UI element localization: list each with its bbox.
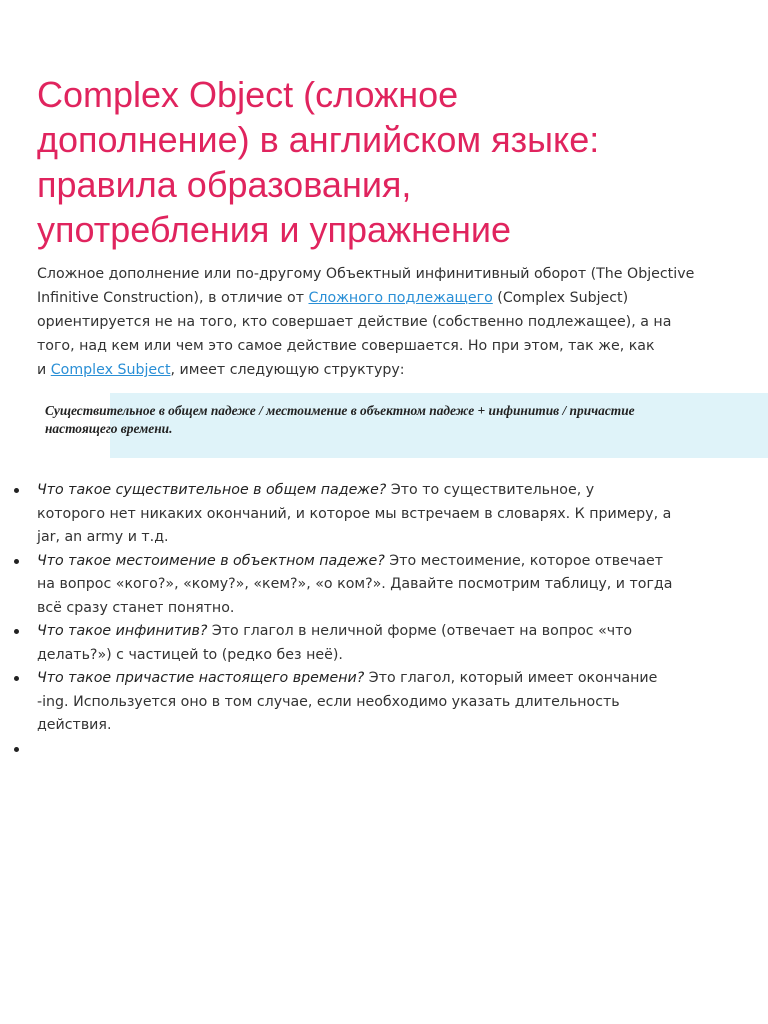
- list-question: Что такое существительное в общем падеже?: [37, 482, 387, 498]
- list-question: Что такое причастие настоящего времени?: [37, 670, 365, 686]
- list-line: делать?») с частицей to (редко без неё).: [37, 646, 343, 663]
- list-item: [0, 550, 768, 621]
- intro-line: Сложное дополнение или по-другому Объектный инфинитивный оборот (The Objective: [37, 266, 695, 282]
- list-question: Что такое местоимение в объектном падеже?: [37, 552, 385, 569]
- list-line: на вопрос «кого?», «кому?», «кем?», «о ком?». Давайте посмотрим таблицу, и тогда: [37, 576, 673, 592]
- bullet-icon: [14, 629, 19, 634]
- bullet-icon: [14, 559, 19, 564]
- list-line: [37, 479, 768, 503]
- list-line: [37, 620, 768, 644]
- title-line: Complex Object (сложное: [37, 74, 459, 115]
- list-line: jar, an army и т.д.: [37, 529, 169, 545]
- empty-list-item: [0, 738, 768, 762]
- list-line: -ing. Используется оно в том случае, если необходимо указать длительность: [37, 693, 620, 710]
- intro-line: того, над кем или чем это самое действие совершается. Но при этом, так же, как: [37, 338, 655, 354]
- structure-formula: [45, 402, 765, 438]
- intro-text: Infinitive Construction), в отличие от: [37, 290, 309, 306]
- list-item: [0, 479, 768, 550]
- list-line: всё сразу станет понятно.: [37, 599, 235, 616]
- complex-subject-ru-link[interactable]: Сложного подлежащего: [308, 290, 493, 306]
- intro-paragraph: [37, 262, 737, 382]
- intro-text: (Complex Subject): [492, 290, 629, 306]
- intro-line: [37, 286, 737, 310]
- formula-line: Существительное в общем падеже / местоимение в объектном падеже + инфинитив / причастие: [45, 403, 635, 418]
- bullet-icon: [14, 676, 19, 681]
- article-title: [37, 72, 737, 252]
- bullet-icon: [14, 488, 19, 493]
- list-answer: Это местоимение, которое отвечает: [384, 552, 663, 569]
- intro-line: ориентируется не на того, кто совершает действие (собственно подлежащее), а на: [37, 314, 672, 330]
- list-answer: Это то существительное, у: [386, 482, 595, 498]
- title-line: дополнение) в английском языке:: [37, 119, 600, 160]
- list-question: Что такое инфинитив?: [37, 623, 208, 639]
- list-line: которого нет никаких окончаний, и которое мы встречаем в словарях. К примеру, a: [37, 505, 672, 522]
- bullet-icon: [14, 747, 19, 752]
- list-line: [37, 667, 768, 691]
- list-item: [0, 667, 768, 738]
- intro-text: , имеет следующую структуру:: [170, 362, 405, 378]
- formula-line: настоящего времени.: [45, 421, 173, 436]
- title-line: правила образования,: [37, 164, 412, 205]
- list-line: [37, 550, 768, 574]
- list-line: действия.: [37, 717, 112, 733]
- list-answer: Это глагол в неличной форме (отвечает на вопрос «что: [207, 623, 633, 639]
- intro-line: [37, 358, 737, 382]
- intro-text: и: [37, 362, 51, 378]
- title-line: употребления и упражнение: [37, 209, 512, 250]
- list-answer: Это глагол, который имеет окончание: [364, 670, 658, 686]
- definitions-list: [0, 479, 768, 761]
- list-item: [0, 620, 768, 667]
- complex-subject-en-link[interactable]: Complex Subject: [50, 362, 171, 378]
